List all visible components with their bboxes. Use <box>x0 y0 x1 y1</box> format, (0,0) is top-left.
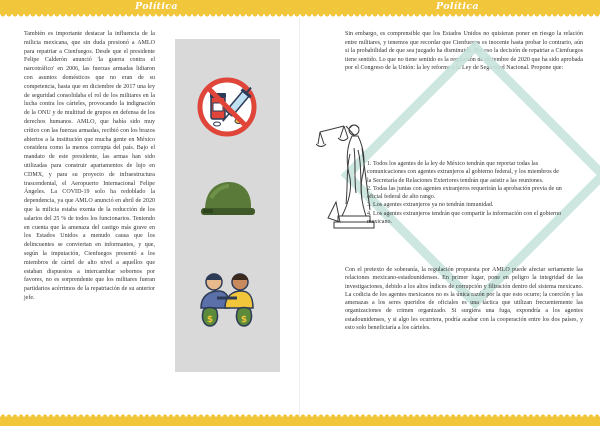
bribery-money-bags-icon <box>195 268 259 332</box>
section-label-left: Política <box>135 1 178 12</box>
footer-band <box>0 417 600 426</box>
header-band <box>0 0 600 14</box>
military-helmet-icon <box>195 168 259 232</box>
right-column-intro-text: Sin embargo, es comprensible que los Estados Unidos no quisieran poner en riesgo la relación entre militares, y tenemos que recordar que Cienfuegos es inocente hasta probar lo contrario, aún si la probabilidad de que sea juzgado ha disminuido. Por eso la decisión de repatriar a Cienfuegos tiene sentido. Lo que no tiene sentido es la regulación de diciembre de 2020 que ha sido aprobada por el Congreso de la Unión: la ley reforma a la Ley de Seguridad Nacional. Propone que: <box>345 31 583 71</box>
regulation-list <box>367 160 563 226</box>
svg-text:$: $ <box>240 315 248 325</box>
svg-text:$: $ <box>206 315 214 325</box>
page-fold-divider <box>299 18 300 416</box>
list-item: 2. Todas las juntas con agentes extranjeros requerirán la aprobación previa de un oficial federal de alto rango. <box>367 185 562 201</box>
right-column-closing-text: Con el pretexto de soberanía, la regulación propuesta por AMLO puede afectar seriamente las relaciones mexicano-estadounidenses. En primer lugar, pone en peligro la integridad de las investigaciones, debido a los altos índices de corrupción y filtración dentro del sistema mexicano. La codicia de los agentes mexicanos no es la única razón por la que esto ocurre; la coerción y las amenazas a los seres queridos de oficiales es una táctica que utilizan frecuentemente las organizaciones de crimen organizado. Si surgiera una fuga, expondría a los agentes estadounidenses, y si algo les ocurriera, podría acabar con la cooperación entre los dos países, y esto solo beneficiaría a los cárteles. <box>345 267 583 332</box>
left-column-text: También es importante destacar la influencia de la milicia mexicana, que sin duda presionó a AMLO para repatriar a Cienfuegos. Desde que el presidente Felipe Calderón anunció 'la guerra contra el narcotráfico' en 2006, las fuerzas armadas lidiaron con asuntos domésticos que no eran de su competencia, hasta que en diciembre de 2017 una ley de seguridad consolidaba el rol de los militares en la lucha contra los cárteles, provocando la indignación de la ONU y de multitud de grupos en defensa de los derechos humanos. AMLO, que había sido muy crítico con las fuerzas armadas, recibió con los brazos abiertos a la institución que mucha gente en México considera como la menos corrupta del país. Bajo el mandato de este presidente, las armas han sido utilizadas para construir apartamentos de lujo en CDMX, y para su proyecto de infraestructura trascendental, el Aeropuerto Internacional Felipe Ángeles. La COVID-19 solo ha redoblado la dependencia, ya que AMLO anunció en abril de 2020 que la milicia estaba exenta de la reducción de los salarios del 25 % de todos los funcionarios. Teniendo en cuenta que la amenaza del castigo más grave en los Estados Unidos a menudo causa que los delincuentes se conviertan en informantes, y que, según la imputación, Cienfuegos presentó a los miembros de cártel de alto nivel a aquellos que estaban dispuestos a intercambiar sobornos por favores, no es sorprendente que los militares fueran partidarios acérrimos de la repatriación de su anterior jefe. <box>24 31 155 301</box>
list-item: 1. Todos los agentes de la ley de México tendrán que reportar todas las comunicaciones con agentes extranjeros al gobierno federal, y los miembros de la Secretaría de Relaciones Exteriores tendrán que asistir a las reuniones. <box>367 161 559 184</box>
header-scallop-border <box>0 14 600 18</box>
list-item: 4. Los agentes extranjeros tendrán que compartir la información con el gobierno mexicano. <box>367 210 562 226</box>
no-drugs-icon <box>195 75 259 139</box>
section-label-right: Política <box>436 1 479 12</box>
list-item: 3. Los agentes extranjeros ya no tendrán inmunidad. <box>367 202 494 209</box>
